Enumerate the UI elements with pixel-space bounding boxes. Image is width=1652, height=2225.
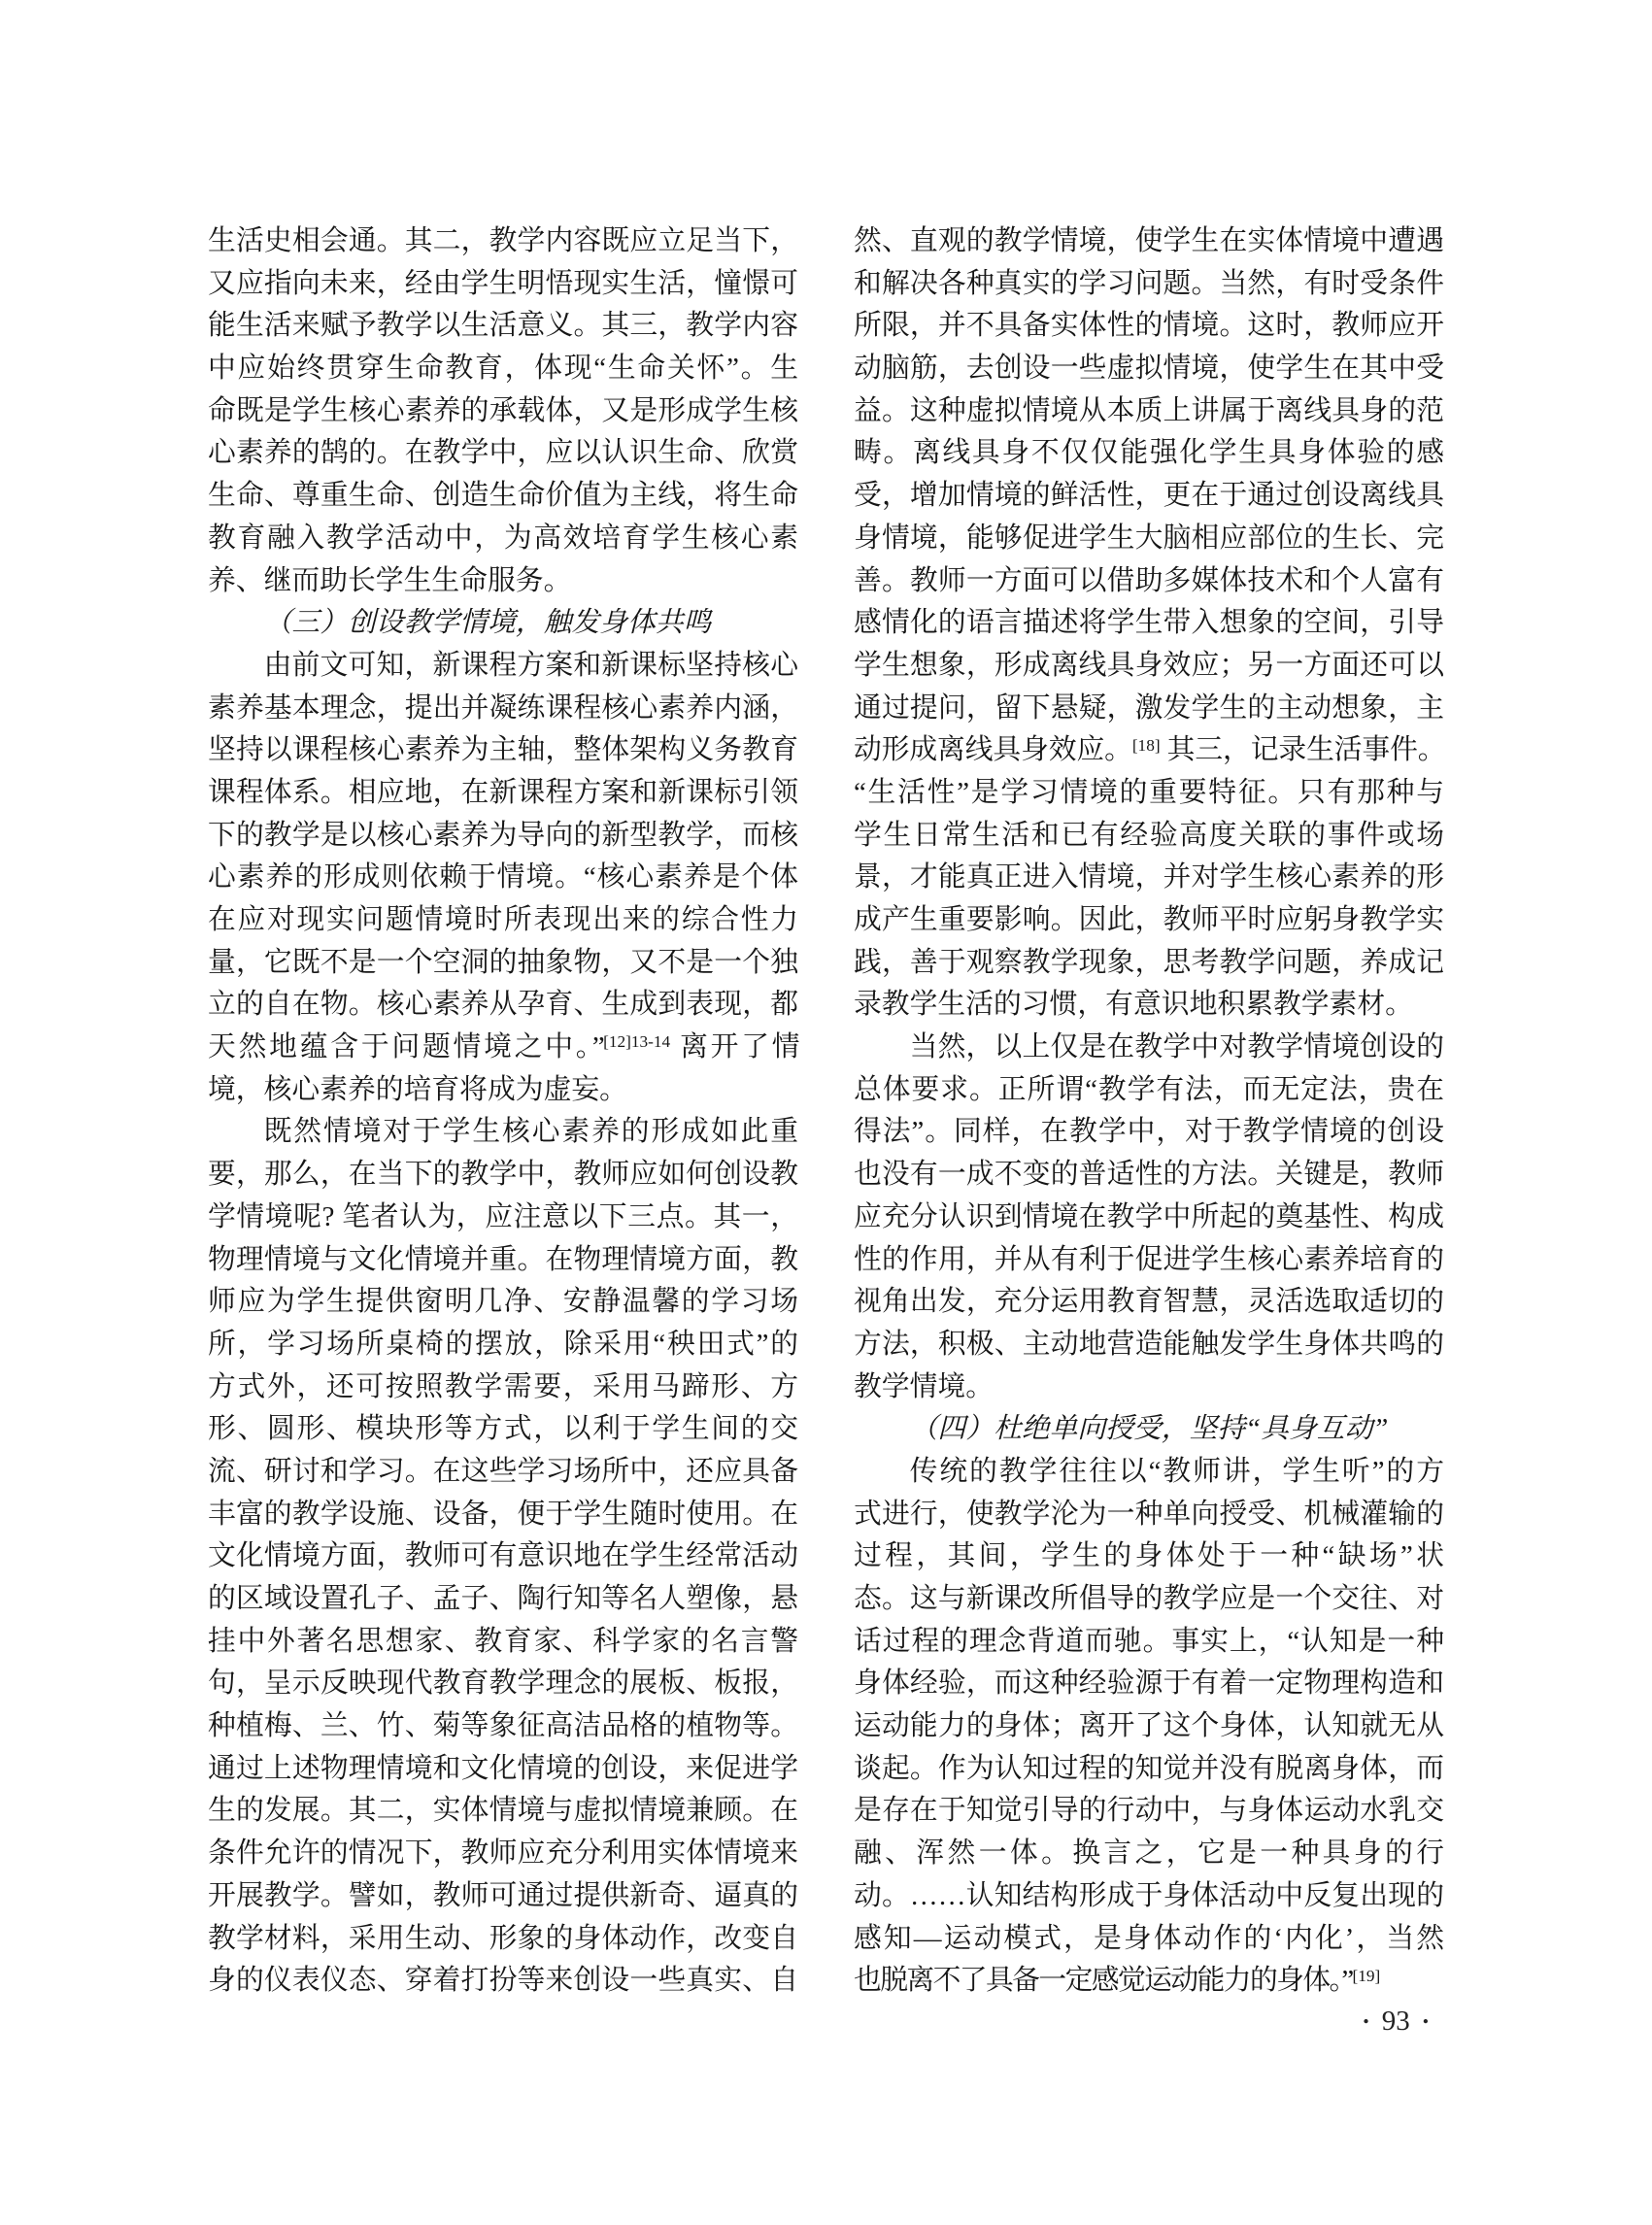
text-line: 师应为学生提供窗明几净、安静温馨的学习场 xyxy=(208,1286,798,1318)
text-line: 也没有一成不变的普适性的方法。关键是，教师 xyxy=(854,1159,1444,1191)
text-line: 的区域设置孔子、孟子、陶行知等名人塑像，悬 xyxy=(208,1583,798,1614)
text-line: 形、圆形、模块形等方式，以利于学生间的交 xyxy=(208,1413,798,1445)
text-line: 动。……认知结构形成于身体活动中反复出现的 xyxy=(854,1879,1444,1911)
text-line: 既然情境对于学生核心素养的形成如此重 xyxy=(263,1116,798,1148)
text-line: “生活性”是学习情境的重要特征。只有那种与 xyxy=(854,776,1444,808)
text-line: 要，那么，在当下的教学中，教师应如何创设教 xyxy=(208,1159,798,1191)
text-line: 过程，其间，学生的身体处于一种“缺场”状 xyxy=(854,1540,1444,1572)
text-line: 方式外，还可按照教学需要，采用马蹄形、方 xyxy=(208,1370,798,1402)
text-line: 性的作用，并从有利于促进学生核心素养培育的 xyxy=(854,1243,1444,1275)
text-line: 益。这种虚拟情境从本质上讲属于离线具身的范 xyxy=(854,394,1444,426)
text-line: 身的仪表仪态、穿着打扮等来创设一些真实、自 xyxy=(208,1965,798,1997)
text-line: 成产生重要影响。因此，教师平时应躬身教学实 xyxy=(854,904,1444,935)
text-line: 句，呈示反映现代教育教学理念的展板、板报， xyxy=(208,1668,798,1700)
text-line: 应充分认识到情境在教学中所起的奠基性、构成 xyxy=(854,1200,1444,1232)
text-line: 视角出发，充分运用教育智慧，灵活选取适切的 xyxy=(854,1286,1444,1318)
text-line: 心素养的形成则依赖于情境。“核心素养是个体 xyxy=(208,861,798,893)
text-line: 景，才能真正进入情境，并对学生核心素养的形 xyxy=(854,861,1444,893)
text-line: 条件允许的情况下，教师应充分利用实体情境来 xyxy=(208,1837,798,1870)
text-line: 生活史相会通。其二，教学内容既应立足当下， xyxy=(208,225,798,256)
text-line: 所，学习场所桌椅的摆放，除采用“秧田式”的 xyxy=(208,1328,798,1360)
text-line: 流、研讨和学习。在这些学习场所中，还应具备 xyxy=(208,1455,798,1487)
text-line: 式进行，使教学沦为一种单向授受、机械灌输的 xyxy=(854,1498,1444,1530)
text-line: 中应始终贯穿生命教育，体现“生命关怀”。生 xyxy=(208,353,798,385)
citation-superscript: [19] xyxy=(1352,1966,1381,1985)
text-line: 天然地蕴含于问题情境之中。”$^{[12]13-14}$ 离开了情 xyxy=(208,1031,799,1063)
text-line: 教学材料，采用生动、形象的身体动作，改变自 xyxy=(208,1922,798,1954)
text-line: 文化情境方面，教师可有意识地在学生经常活动 xyxy=(208,1540,798,1572)
citation-superscript: [12]13-14 xyxy=(603,1032,671,1052)
text-line: 丰富的教学设施、设备，便于学生随时使用。在 xyxy=(208,1498,798,1530)
text-line: 开展教学。譬如，教师可通过提供新奇、逼真的 xyxy=(208,1879,798,1911)
text-line: 录教学生活的习惯，有意识地积累教学素材。 xyxy=(854,989,1413,1021)
page-number-value: 93 xyxy=(1381,2006,1410,2037)
text-line: 话过程的理念背道而驰。事实上，“认知是一种 xyxy=(854,1625,1444,1657)
text-line: 传统的教学往往以“教师讲，学生听”的方 xyxy=(909,1455,1444,1487)
text-line: 运动能力的身体；离开了这个身体，认知就无从 xyxy=(854,1710,1444,1742)
text-line: 种植梅、兰、竹、菊等象征高洁品格的植物等。 xyxy=(208,1710,798,1742)
text-line: 又应指向未来，经由学生明悟现实生活，憧憬可 xyxy=(208,267,798,299)
text-line: 畴。离线具身不仅仅能强化学生具身体验的感 xyxy=(854,437,1444,469)
text-line: 教学情境。 xyxy=(854,1370,994,1402)
text-line: 境，核心素养的培育将成为虚妄。 xyxy=(208,1073,627,1105)
text-line: 学生想象，形成离线具身效应；另一方面还可以 xyxy=(854,649,1444,681)
text-line: 教育融入教学活动中，为高效培育学生核心素 xyxy=(208,522,798,554)
text-line: 学情境呢? 笔者认为，应注意以下三点。其一， xyxy=(208,1200,798,1232)
page-number xyxy=(854,2005,1444,2038)
text-line: 生的发展。其二，实体情境与虚拟情境兼顾。在 xyxy=(208,1795,798,1827)
text-line: 身体经验，而这种经验源于有着一定物理构造和 xyxy=(854,1668,1444,1700)
text-line: 下的教学是以核心素养为导向的新型教学，而核 xyxy=(208,819,798,851)
text-line: 受，增加情境的鲜活性，更在于通过创设离线具 xyxy=(854,480,1444,512)
text-line: 感情化的语言描述将学生带入想象的空间，引导 xyxy=(854,607,1444,639)
text-line: 方法，积极、主动地营造能触发学生身体共鸣的 xyxy=(854,1328,1444,1360)
text-line: 立的自在物。核心素养从孕育、生成到表现，都 xyxy=(208,989,798,1021)
text-line: 动形成离线具身效应。[18] 其三，记录生活事件。 xyxy=(854,734,1444,766)
citation-superscript: [18] xyxy=(1131,735,1161,755)
text-line: 身情境，能够促进学生大脑相应部位的生长、完 xyxy=(854,522,1444,554)
text-column-left xyxy=(208,220,798,2003)
section-heading: （三）创设教学情境，触发身体共鸣 xyxy=(263,607,712,639)
text-line: 能生活来赋予教学以生活意义。其三，教学内容 xyxy=(208,310,798,342)
text-line: 素养基本理念，提出并凝练课程核心素养内涵， xyxy=(208,691,798,724)
text-line: 善。教师一方面可以借助多媒体技术和个人富有 xyxy=(854,564,1444,596)
text-line: 挂中外著名思想家、教育家、科学家的名言警 xyxy=(208,1625,798,1657)
text-line: 课程体系。相应地，在新课程方案和新课标引领 xyxy=(208,776,798,808)
text-line: 心素养的鹄的。在教学中，应以认识生命、欣赏 xyxy=(208,437,798,469)
text-line: 谈起。作为认知过程的知觉并没有脱离身体，而 xyxy=(854,1752,1444,1784)
text-line: 在应对现实问题情境时所表现出来的综合性力 xyxy=(208,904,798,935)
text-line: 通过提问，留下悬疑，激发学生的主动想象，主 xyxy=(854,691,1444,724)
text-line: 命既是学生核心素养的承载体，又是形成学生核 xyxy=(208,394,798,426)
text-line: 所限，并不具备实体性的情境。这时，教师应开 xyxy=(854,310,1444,342)
text-line: 然、直观的教学情境，使学生在实体情境中遭遇 xyxy=(854,225,1444,256)
text-line: 态。这与新课改所倡导的教学应是一个交往、对 xyxy=(854,1583,1444,1614)
text-line: 量，它既不是一个空洞的抽象物，又不是一个独 xyxy=(208,946,798,978)
text-line: 融、浑然一体。换言之，它是一种具身的行 xyxy=(854,1837,1444,1870)
text-line: 通过上述物理情境和文化情境的创设，来促进学 xyxy=(208,1752,798,1784)
text-line: 学生日常生活和已有经验高度关联的事件或场 xyxy=(854,819,1444,851)
page-number-dot-right: • xyxy=(1422,2011,1429,2032)
text-line: 得法”。同样，在教学中，对于教学情境的创设 xyxy=(854,1116,1444,1148)
text-line: 物理情境与文化情境并重。在物理情境方面，教 xyxy=(208,1243,798,1275)
text-line: 感知—运动模式，是身体动作的‘内化’，当然 xyxy=(854,1922,1444,1954)
text-line: 生命、尊重生命、创造生命价值为主线，将生命 xyxy=(208,480,798,512)
text-line: 动脑筋，去创设一些虚拟情境，使学生在其中受 xyxy=(854,353,1444,385)
text-line: 由前文可知，新课程方案和新课标坚持核心 xyxy=(263,649,798,681)
text-line: 当然，以上仅是在教学中对教学情境创设的 xyxy=(909,1031,1444,1063)
text-line: 总体要求。正所谓“教学有法，而无定法，贵在 xyxy=(854,1073,1444,1105)
section-heading: （四）杜绝单向授受，坚持“具身互动” xyxy=(909,1413,1389,1445)
page-number-dot-left: • xyxy=(1363,2011,1369,2032)
text-line: 践，善于观察教学现象，思考教学问题，养成记 xyxy=(854,946,1444,978)
text-line: 也脱离不了具备一定感觉运动能力的身体。”[19] xyxy=(854,1965,1381,1997)
text-column-right xyxy=(854,220,1444,2003)
text-line: 和解决各种真实的学习问题。当然，有时受条件 xyxy=(854,267,1444,299)
text-line: 坚持以课程核心素养为主轴，整体架构义务教育 xyxy=(208,734,798,766)
text-line: 养、继而助长学生生命服务。 xyxy=(208,564,572,596)
text-line: 是存在于知觉引导的行动中，与身体运动水乳交 xyxy=(854,1795,1444,1827)
